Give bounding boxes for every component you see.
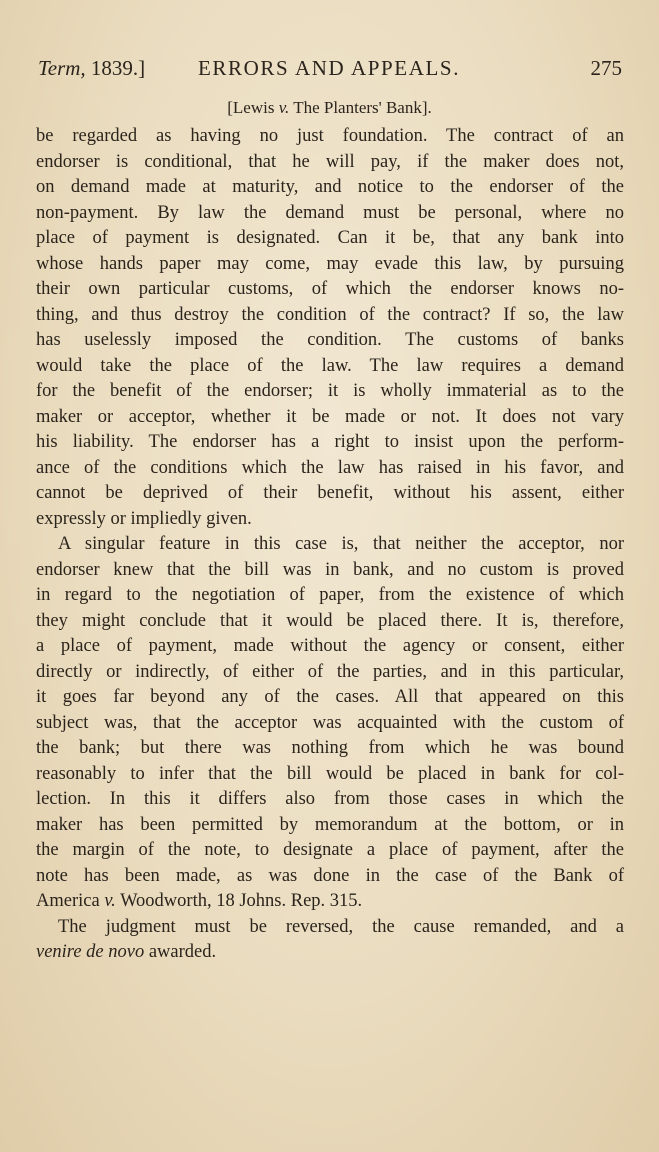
text-line: reasonably to infer that the bill would be placed in bank for col- xyxy=(36,763,624,784)
text-line: in regard to the negotiation of paper, from the existence of which xyxy=(36,585,624,605)
text-line: they might conclude that it would be placed there. It is, therefore, xyxy=(36,610,624,631)
text-line: maker has been permitted by memorandum at the bottom, or in xyxy=(36,814,624,835)
paragraph-2 xyxy=(36,532,624,915)
text-line: note has been made, as was done in the case of the Bank of xyxy=(36,865,624,886)
header-term-label: Term, xyxy=(38,56,86,80)
text-line: endorser is conditional, that he will pay, if the maker does not, xyxy=(36,151,624,172)
header-title: ERRORS AND APPEALS. xyxy=(198,56,461,80)
text-line: subject was, that the acceptor was acquainted with the custom of xyxy=(36,712,624,733)
citation-part-b: Woodworth, 18 Johns. Rep. 315. xyxy=(115,891,363,911)
text-line: a place of payment, made without the agency or consent, either xyxy=(36,636,624,656)
text-line: non-payment. By law the demand must be personal, where no xyxy=(36,202,624,223)
text-line: on demand made at maturity, and notice to the endorser of the xyxy=(36,177,624,197)
text-line: be regarded as having no just foundation. The contract of an xyxy=(36,126,624,146)
case-ref-rest: The Planters' Bank]. xyxy=(289,98,432,117)
text-line: A singular feature in this case is, that neither the acceptor, nor xyxy=(58,534,624,554)
header-term xyxy=(38,56,145,81)
text-line: it goes far beyond any of the cases. All that appeared on this xyxy=(36,687,624,707)
running-header xyxy=(38,56,622,86)
paragraph-1 xyxy=(36,124,624,532)
text-line: their own particular customs, of which the endorser knows no- xyxy=(36,279,624,299)
text-line: his liability. The endorser has a right to insist upon the perform- xyxy=(36,432,624,452)
text-line: lection. In this it differs also from those cases in which the xyxy=(36,789,624,809)
text-line: maker or acceptor, whether it be made or not. It does not vary xyxy=(36,406,624,427)
text-line: has uselessly imposed the condition. The customs of banks xyxy=(36,330,624,350)
closing-italic: venire de novo xyxy=(36,942,145,962)
text-line: the margin of the note, to designate a place of payment, after the xyxy=(36,840,624,860)
closing-line xyxy=(36,940,624,966)
case-ref-versus: v. xyxy=(278,98,290,117)
text-line: The judgment must be reversed, the cause remanded, and a xyxy=(58,916,624,937)
header-year: 1839.] xyxy=(90,56,146,80)
text-line: directly or indirectly, of either of the parties, and in this particular, xyxy=(36,661,624,682)
case-ref-open: [Lewis xyxy=(227,98,279,117)
text-line: expressly or impliedly given. xyxy=(36,508,252,529)
paragraph-3 xyxy=(36,915,624,966)
citation-part-a: America xyxy=(36,891,105,911)
text-line: the bank; but there was nothing from which he was bound xyxy=(36,738,624,758)
text-line: endorser knew that the bill was in bank, and no custom is proved xyxy=(36,559,624,580)
body-text xyxy=(36,124,624,966)
text-line: for the benefit of the endorser; it is wholly immaterial as to the xyxy=(36,381,624,401)
citation-versus: v. xyxy=(104,891,116,911)
text-line: place of payment is designated. Can it be, that any bank into xyxy=(36,228,624,248)
text-line: would take the place of the law. The law requires a demand xyxy=(36,355,624,376)
text-line: whose hands paper may come, may evade this law, by pursuing xyxy=(36,253,624,274)
text-line: cannot be deprived of their benefit, without his assent, either xyxy=(36,483,624,503)
case-reference xyxy=(0,98,659,118)
citation-line xyxy=(36,889,624,915)
closing-rest: awarded. xyxy=(144,942,217,962)
text-line: ance of the conditions which the law has raised in his favor, and xyxy=(36,457,624,478)
text-line: thing, and thus destroy the condition of the contract? If so, the law xyxy=(36,304,624,325)
page-number: 275 xyxy=(590,56,622,80)
